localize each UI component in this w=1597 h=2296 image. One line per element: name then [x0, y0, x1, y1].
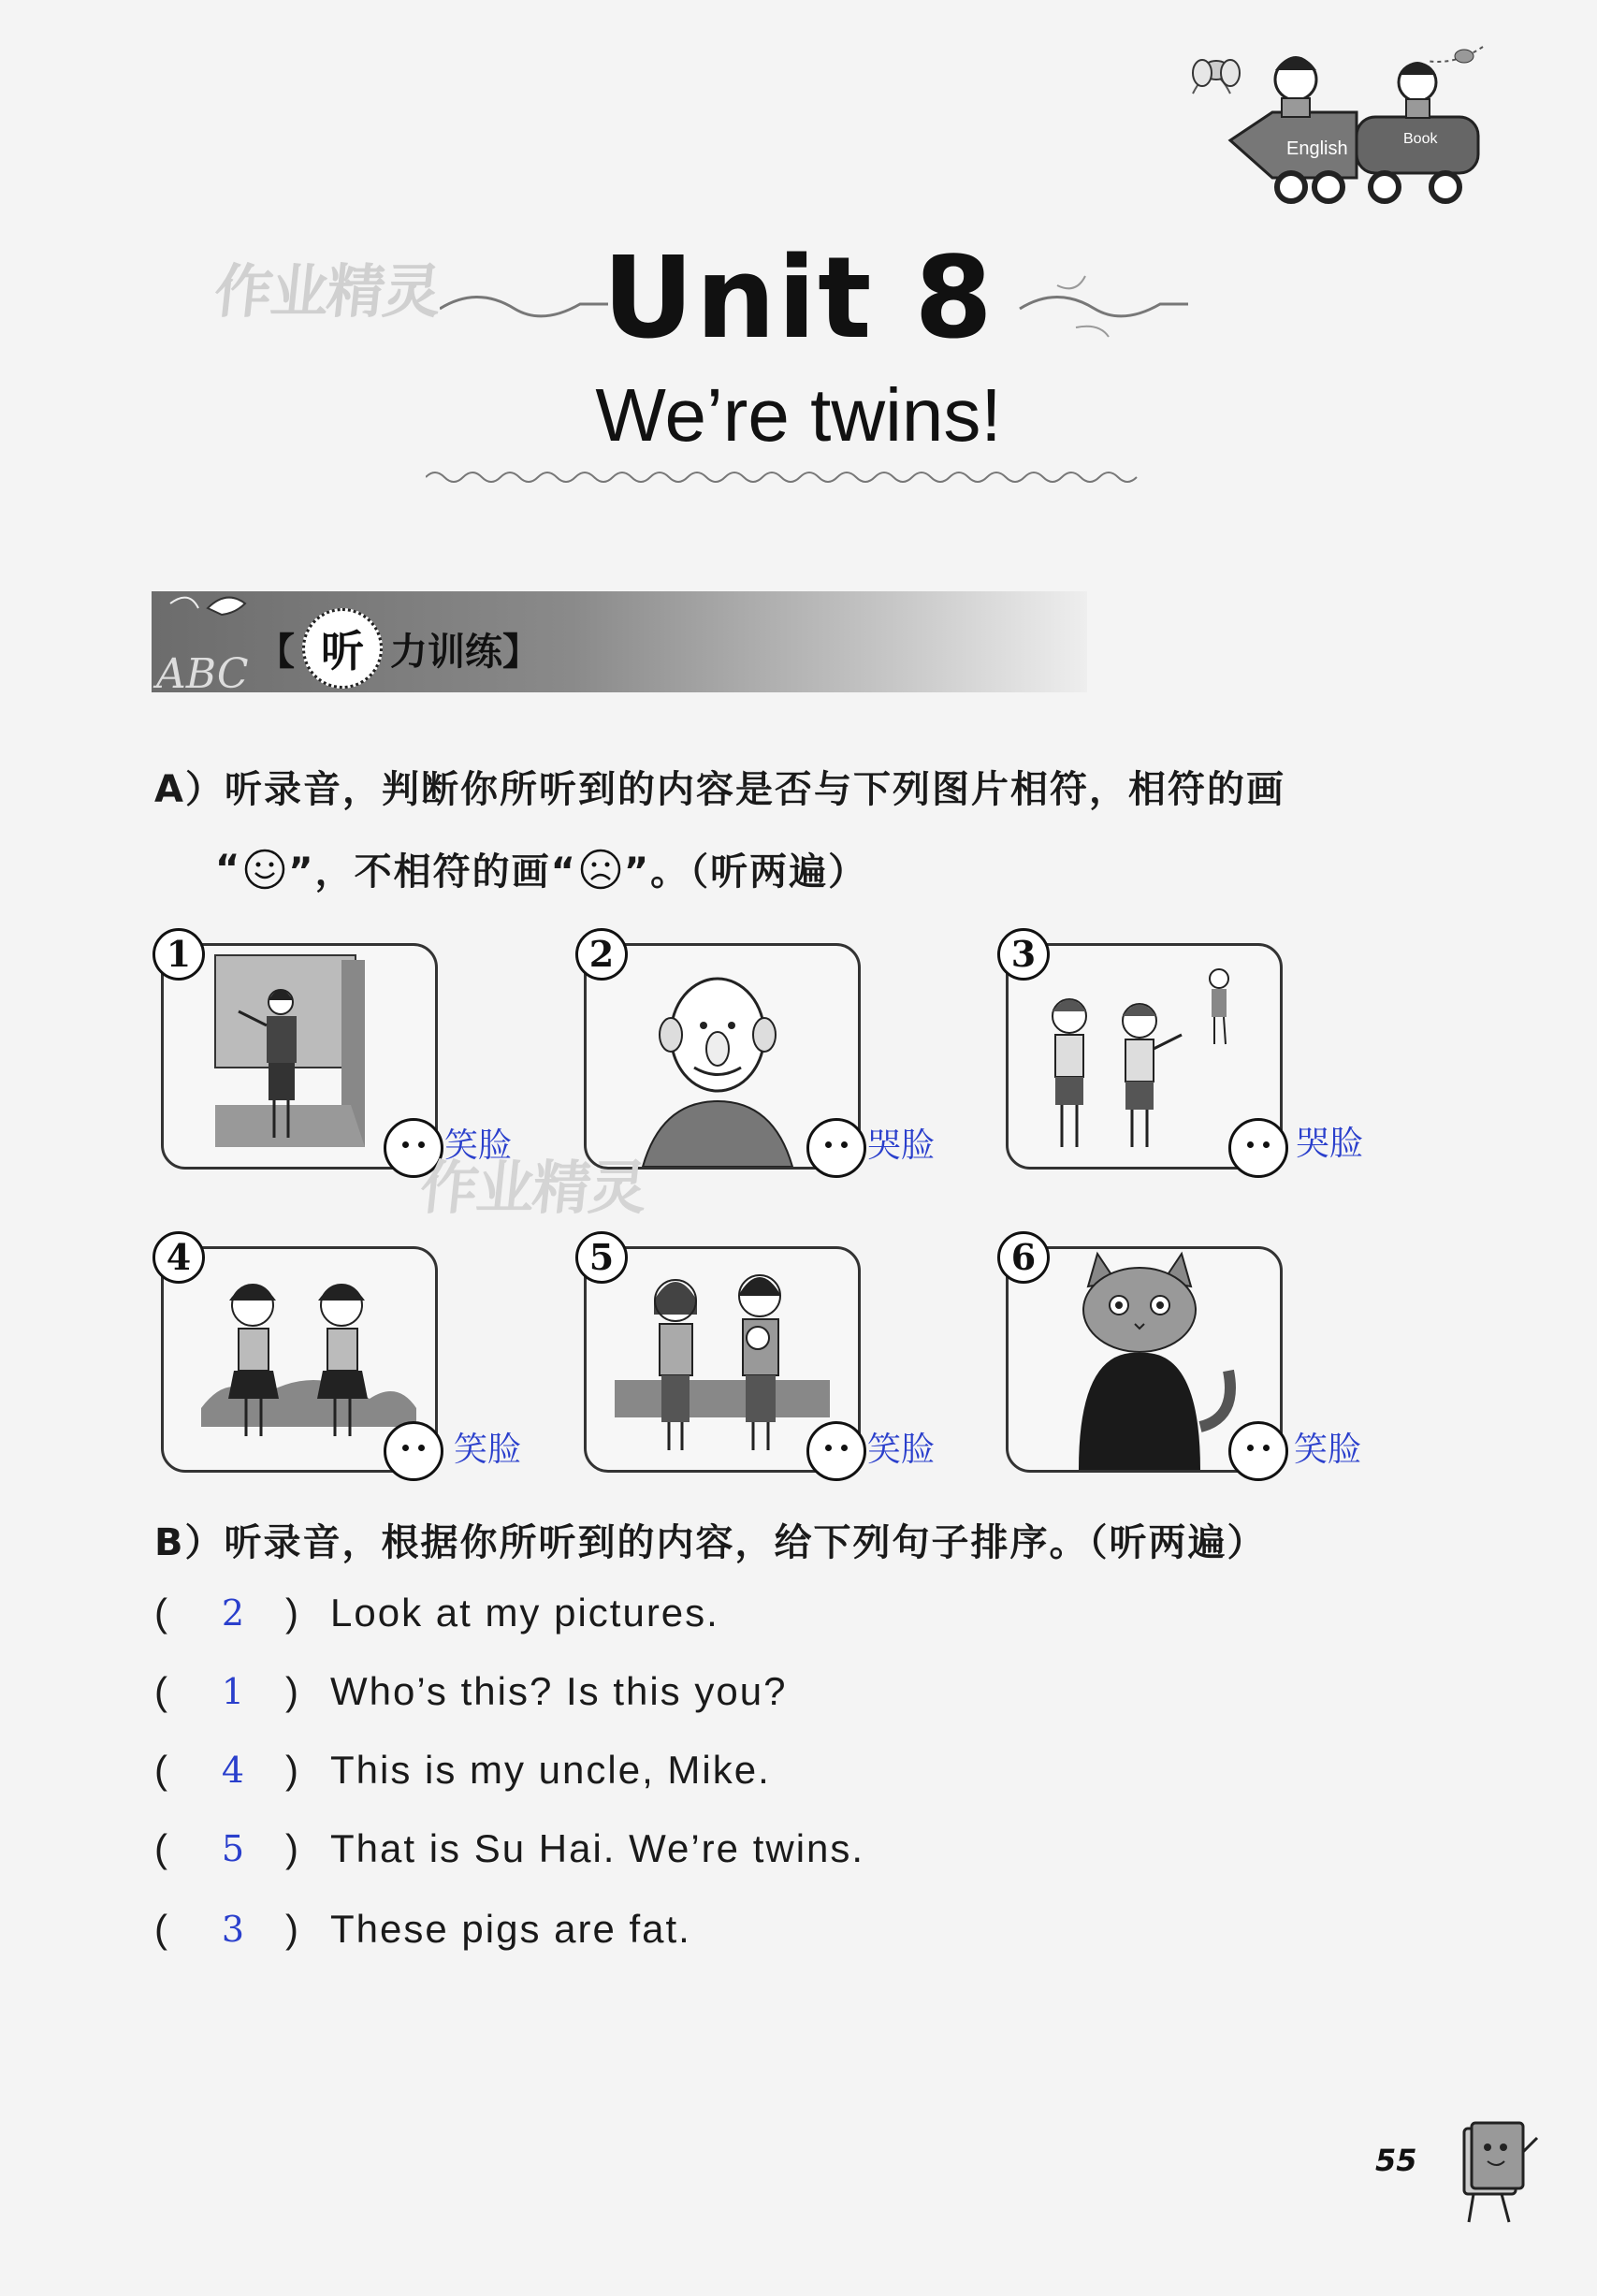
paren-close: )	[285, 1591, 300, 1635]
paren-close: )	[285, 1748, 300, 1792]
paren-open: (	[154, 1907, 169, 1951]
item-number-1: 1	[152, 928, 205, 981]
page-number: 55	[1375, 2143, 1417, 2178]
order-answer[interactable]: 3	[221, 1909, 247, 1950]
paren-open: (	[154, 1826, 169, 1870]
book-mascot-icon	[1445, 2110, 1539, 2231]
abc-letters: ABC	[156, 650, 249, 698]
watermark: 作业精灵	[211, 257, 443, 326]
part-a-instruction-line2	[215, 842, 867, 895]
part-a-instruction-line1: A）听录音，判断你所听到的内容是否与下列图片相符，相符的画	[154, 768, 1285, 811]
sentence-text: This is my uncle, Mike.	[330, 1748, 771, 1792]
english-label: English	[1286, 138, 1348, 159]
subtitle-wave-divider	[426, 463, 1146, 491]
order-answer[interactable]: 1	[221, 1671, 247, 1712]
paren-open: (	[154, 1669, 169, 1713]
answer-1: 笑脸	[444, 1126, 513, 1165]
order-answer[interactable]: 5	[221, 1828, 247, 1869]
book-label: Book	[1403, 131, 1438, 147]
answer-face-icon-3[interactable]	[1228, 1118, 1288, 1178]
quote-open: “	[215, 847, 242, 891]
ordering-row	[154, 1821, 864, 1877]
sentence-text: That is Su Hai. We’re twins.	[330, 1826, 865, 1870]
corner-illustration	[1174, 28, 1511, 206]
item-number-6: 6	[997, 1231, 1050, 1284]
ordering-row	[154, 1664, 787, 1720]
paren-close: )	[285, 1826, 300, 1870]
sentence-text: Look at my pictures.	[330, 1591, 719, 1635]
bracket-close: 】	[502, 630, 540, 674]
ordering-row	[154, 1901, 691, 1957]
item-number-3: 3	[997, 928, 1050, 981]
unit-subtitle: We’re twins!	[595, 373, 1002, 457]
sad-face-icon	[579, 848, 622, 891]
paren-close: )	[285, 1669, 300, 1713]
watermark: 作业精灵	[416, 1154, 649, 1222]
order-answer[interactable]: 2	[221, 1592, 247, 1634]
paren-open: (	[154, 1591, 169, 1635]
part-b-instruction: B）听录音，根据你所听到的内容，给下列句子排序。（听两遍）	[154, 1521, 1267, 1564]
answer-face-icon-6[interactable]	[1228, 1421, 1288, 1481]
item-number-4: 4	[152, 1231, 205, 1284]
unit-title: Unit 8	[603, 234, 994, 364]
bracket-open: 【	[257, 630, 295, 674]
answer-4: 笑脸	[454, 1431, 522, 1469]
order-answer[interactable]: 4	[221, 1750, 247, 1791]
ordering-row	[154, 1585, 719, 1641]
section-heading	[257, 608, 540, 689]
answer-face-icon-5[interactable]	[806, 1421, 866, 1481]
paren-close: )	[285, 1907, 300, 1951]
section-lead-char: 听	[302, 608, 383, 689]
sentence-text: These pigs are fat.	[330, 1907, 691, 1951]
section-heading-rest: 力训练	[390, 630, 502, 674]
ordering-row	[154, 1742, 771, 1798]
answer-2: 哭脸	[867, 1126, 936, 1165]
answer-6: 笑脸	[1294, 1431, 1362, 1469]
instruction-middle: ”，不相符的画“	[288, 850, 577, 894]
answer-face-icon-4[interactable]	[384, 1421, 443, 1481]
paren-open: (	[154, 1748, 169, 1792]
sentence-text: Who’s this? Is this you?	[330, 1669, 788, 1713]
smile-face-icon	[243, 848, 286, 891]
answer-3: 哭脸	[1296, 1125, 1364, 1163]
answer-face-icon-2[interactable]	[806, 1118, 866, 1178]
item-number-5: 5	[575, 1231, 628, 1284]
answer-5: 笑脸	[867, 1431, 936, 1469]
item-number-2: 2	[575, 928, 628, 981]
instruction-end: ”。（听两遍）	[623, 850, 868, 894]
